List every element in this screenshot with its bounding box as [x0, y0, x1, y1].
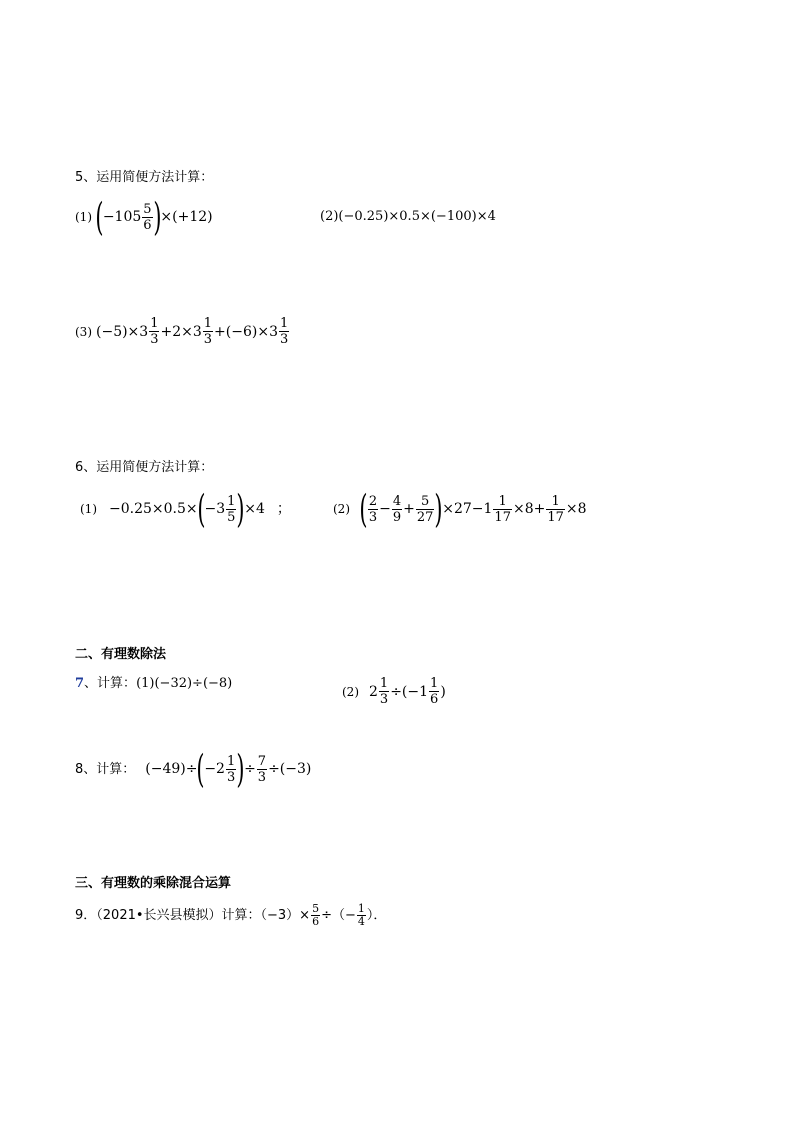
fraction: $\frac{1}{5}$: [227, 493, 236, 525]
fraction: $\frac{1}{3}$: [379, 676, 389, 707]
q7-part2: [342, 676, 446, 707]
fraction: $\frac{1}{3}$: [279, 316, 289, 347]
fraction: $\frac{7}{3}$: [257, 753, 267, 785]
q5-part3: [75, 316, 290, 347]
q6-part2: [333, 487, 587, 531]
term: −3: [204, 501, 226, 517]
part-label: (3): [75, 324, 92, 339]
fraction: $\frac{1}{6}$: [430, 676, 439, 707]
term: ×8: [565, 501, 587, 517]
fraction: $\frac{1}{3}$: [203, 316, 213, 347]
fraction: $\frac{1}{3}$: [226, 753, 236, 785]
part-label: (2): [333, 502, 350, 516]
term: −0.25×0.5×: [109, 501, 198, 517]
part-label: (1): [80, 502, 97, 516]
section-3-title: 三、有理数的乘除混合运算: [75, 876, 232, 891]
q9: [75, 903, 386, 928]
term: ×(+12): [160, 209, 213, 225]
right-paren: ): [236, 487, 245, 531]
fraction: $\frac{1}{4}$: [357, 902, 365, 928]
term: −2: [204, 761, 225, 777]
q8-title: 8、计算：: [75, 761, 136, 777]
q7: [75, 677, 232, 690]
fraction: $\frac{1}{17}$: [494, 493, 511, 525]
term: ÷(−3): [268, 761, 312, 777]
term: (−49)÷: [145, 761, 198, 777]
right-paren: ): [152, 195, 162, 239]
term: ）．: [366, 908, 387, 923]
term: ×4: [244, 501, 265, 517]
part-label: (2): [342, 684, 359, 699]
fraction: $\frac{5}{6}$: [143, 201, 152, 233]
q5-title: 5、运用简便方法计算：: [75, 170, 214, 185]
left-paren: (: [196, 487, 206, 531]
q7-number: 7: [75, 676, 85, 691]
q6-part1: [80, 487, 291, 531]
q8: [75, 747, 312, 791]
left-paren: (: [196, 747, 205, 791]
term: ÷(−1: [390, 683, 429, 700]
left-paren: (: [95, 195, 104, 239]
term: ×8+: [512, 501, 546, 517]
term: 2: [369, 683, 378, 700]
q7-part1: (1)(−32)÷(−8): [136, 676, 233, 691]
term: (−5)×3: [96, 323, 149, 340]
separator: ；: [276, 501, 291, 517]
fraction: $\frac{5}{6}$: [312, 902, 320, 928]
fraction: $\frac{1}{17}$: [547, 493, 564, 525]
q6-title: 6、运用简便方法计算：: [75, 460, 214, 475]
term: ): [440, 683, 446, 700]
right-paren: ): [434, 487, 443, 531]
fraction: $\frac{5}{27}$: [416, 493, 434, 525]
operator: −: [379, 501, 391, 517]
term: −105: [102, 209, 142, 225]
q5-part1: [75, 195, 213, 239]
fraction: $\frac{1}{3}$: [150, 316, 159, 347]
term: +2×3: [160, 323, 202, 340]
operator: +: [403, 501, 415, 517]
right-paren: ): [236, 747, 245, 791]
section-2-title: 二、有理数除法: [75, 647, 167, 662]
q7-title: 、计算：: [84, 676, 137, 691]
fraction: $\frac{4}{9}$: [392, 493, 402, 525]
q9-text: 9．（2021•长兴县模拟）计算：（−3）×: [75, 908, 311, 923]
term: ×27−1: [442, 501, 493, 517]
term: ÷: [244, 761, 256, 777]
part-label: (1): [75, 210, 92, 224]
term: +(−6)×3: [214, 323, 278, 340]
q5-part2: (2)(−0.25)×0.5×(−100)×4: [320, 209, 496, 224]
term: ÷（−: [321, 908, 356, 923]
left-paren: (: [359, 487, 368, 531]
fraction: $\frac{2}{3}$: [368, 493, 378, 525]
